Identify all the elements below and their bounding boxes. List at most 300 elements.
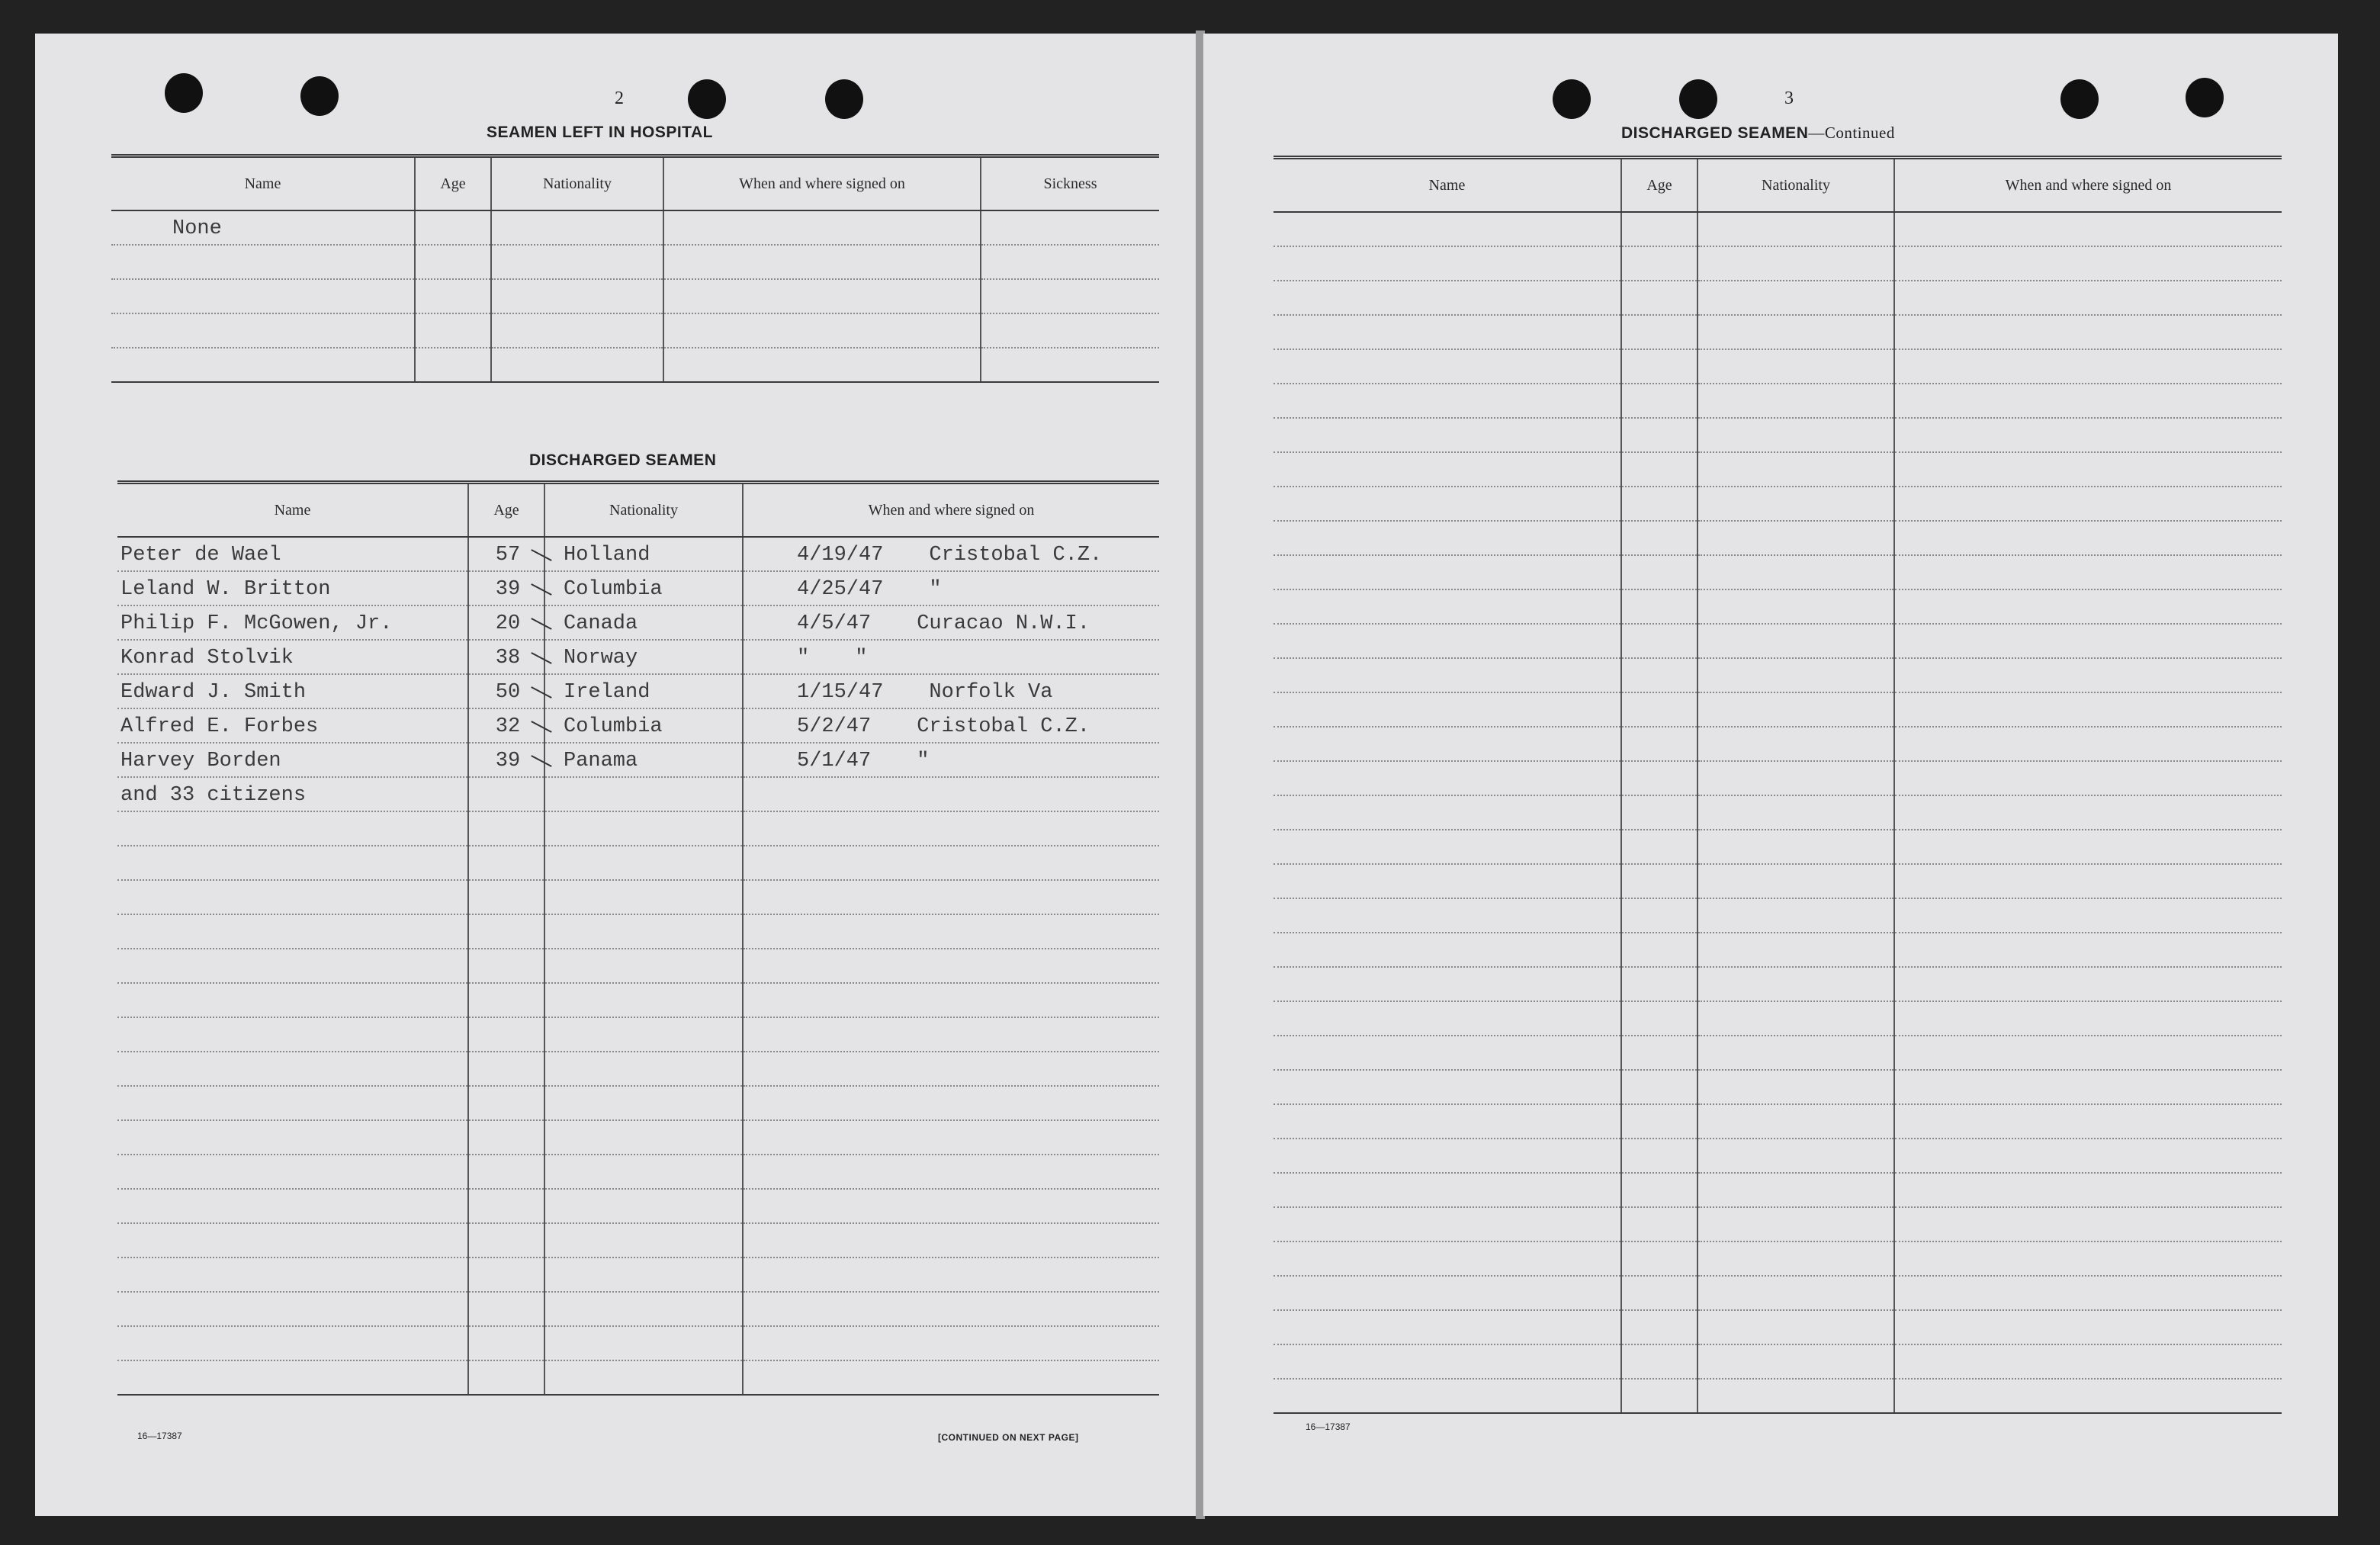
blank-cell: [1894, 624, 2282, 658]
seaman-age: 38: [468, 640, 544, 674]
blank-cell: [1697, 624, 1894, 658]
blank-cell: [1697, 452, 1894, 487]
table-row: [117, 708, 1159, 743]
blank-cell: [544, 914, 743, 949]
blank-cell: [1621, 589, 1697, 624]
blank-row: [1274, 658, 2282, 692]
blank-cell: [1697, 1344, 1894, 1379]
blank-cell: [1894, 212, 2282, 246]
blank-cell: [1621, 1241, 1697, 1276]
blank-cell: [1274, 1036, 1621, 1070]
blank-cell: [743, 1189, 1159, 1223]
seaman-nationality: [491, 279, 663, 313]
blank-cell: [117, 914, 468, 949]
signed-place: Curacao N.W.I.: [917, 612, 1090, 635]
blank-cell: [1697, 1036, 1894, 1070]
signed-on: [663, 210, 981, 245]
blank-cell: [743, 1223, 1159, 1258]
blank-row: [1274, 1036, 2282, 1070]
sickness: [981, 245, 1159, 279]
blank-cell: [1894, 521, 2282, 555]
blank-cell: [1697, 1207, 1894, 1241]
signed-on: [743, 537, 1159, 571]
blank-row: [1274, 418, 2282, 452]
blank-cell: [1894, 761, 2282, 795]
blank-cell: [1621, 1070, 1697, 1104]
hospital-header-row: [111, 156, 1159, 211]
blank-row: [1274, 315, 2282, 349]
blank-cell: [1621, 1344, 1697, 1379]
continued-title-suffix: —Continued: [1808, 124, 1895, 142]
column-header: Name: [117, 483, 468, 538]
continued-footer: [CONTINUED ON NEXT PAGE]: [938, 1432, 1079, 1443]
blank-cell: [544, 1120, 743, 1155]
blank-cell: [468, 949, 544, 983]
blank-row: [117, 846, 1159, 880]
signed-place: ": [855, 647, 868, 670]
blank-cell: [743, 880, 1159, 914]
blank-cell: [743, 1292, 1159, 1326]
blank-row: [117, 1360, 1159, 1395]
continued-body: [1274, 212, 2282, 1413]
seaman-age: [415, 245, 491, 279]
blank-cell: [1697, 1001, 1894, 1036]
seaman-age: [415, 279, 491, 313]
blank-cell: [1697, 384, 1894, 418]
signed-on: [663, 245, 981, 279]
signed-on: [743, 640, 1159, 674]
blank-cell: [1274, 1173, 1621, 1207]
blank-cell: [1274, 1241, 1621, 1276]
signed-place: ": [929, 578, 942, 601]
signed-on: [743, 708, 1159, 743]
blank-cell: [1274, 624, 1621, 658]
signed-date: 1/15/47: [797, 681, 884, 704]
blank-cell: [1274, 281, 1621, 315]
signed-date: ": [797, 647, 810, 670]
seaman-nationality: Ireland: [544, 674, 743, 708]
hospital-section-title: SEAMEN LEFT IN HOSPITAL: [487, 124, 713, 141]
blank-cell: [1697, 1310, 1894, 1344]
seaman-nationality: Norway: [544, 640, 743, 674]
blank-cell: [1274, 589, 1621, 624]
blank-cell: [1621, 898, 1697, 933]
blank-row: [1274, 281, 2282, 315]
blank-cell: [1274, 384, 1621, 418]
blank-cell: [544, 846, 743, 880]
seaman-nationality: Canada: [544, 605, 743, 640]
blank-cell: [1894, 1276, 2282, 1310]
blank-cell: [1697, 1379, 1894, 1413]
seaman-age: 32: [468, 708, 544, 743]
blank-row: [117, 983, 1159, 1017]
blank-row: [117, 1292, 1159, 1326]
blank-row: [1274, 212, 2282, 246]
signed-place: ": [917, 750, 930, 772]
blank-cell: [1894, 864, 2282, 898]
blank-cell: [544, 1155, 743, 1189]
blank-cell: [1274, 1344, 1621, 1379]
blank-cell: [544, 880, 743, 914]
blank-cell: [1697, 864, 1894, 898]
blank-cell: [1621, 658, 1697, 692]
blank-row: [1274, 555, 2282, 589]
blank-cell: [117, 1223, 468, 1258]
punch-hole: [1553, 79, 1591, 119]
blank-cell: [1697, 589, 1894, 624]
blank-cell: [1621, 1207, 1697, 1241]
blank-cell: [1274, 315, 1621, 349]
blank-cell: [117, 983, 468, 1017]
blank-cell: [1894, 315, 2282, 349]
page-number: 3: [1784, 88, 1794, 108]
seaman-nationality: Columbia: [544, 571, 743, 605]
blank-cell: [1621, 1104, 1697, 1139]
blank-cell: [743, 1360, 1159, 1395]
blank-row: [1274, 761, 2282, 795]
table-row: [117, 537, 1159, 571]
blank-cell: [1621, 418, 1697, 452]
page-number: 2: [615, 88, 624, 108]
blank-cell: [1894, 1379, 2282, 1413]
table-row: [117, 640, 1159, 674]
discharged-table: [117, 480, 1159, 1396]
blank-cell: [468, 811, 544, 846]
form-code: 16—17387: [1306, 1421, 1351, 1432]
seaman-name: [111, 279, 415, 313]
blank-cell: [1697, 521, 1894, 555]
blank-cell: [1621, 452, 1697, 487]
discharged-section-title: DISCHARGED SEAMEN: [529, 451, 717, 469]
blank-row: [1274, 830, 2282, 864]
blank-cell: [1274, 1207, 1621, 1241]
punch-hole: [825, 79, 863, 119]
seaman-age: 39: [468, 571, 544, 605]
blank-cell: [1274, 898, 1621, 933]
continued-section-title: [1621, 124, 1895, 143]
blank-row: [117, 949, 1159, 983]
column-header: Nationality: [491, 156, 663, 211]
signed-date: 5/1/47: [797, 750, 872, 772]
signed-on: [743, 674, 1159, 708]
blank-cell: [743, 949, 1159, 983]
blank-cell: [468, 846, 544, 880]
blank-cell: [1894, 1036, 2282, 1070]
blank-cell: [1621, 830, 1697, 864]
continued-title: DISCHARGED SEAMEN: [1621, 124, 1809, 142]
blank-row: [1274, 864, 2282, 898]
blank-cell: [544, 1258, 743, 1292]
column-header: When and where signed on: [1894, 158, 2282, 213]
blank-cell: [117, 880, 468, 914]
blank-cell: [1621, 315, 1697, 349]
blank-row: [117, 880, 1159, 914]
blank-cell: [1697, 692, 1894, 727]
blank-cell: [1621, 555, 1697, 589]
seaman-nationality: Panama: [544, 743, 743, 777]
blank-cell: [1274, 1276, 1621, 1310]
blank-cell: [1697, 727, 1894, 761]
blank-cell: [1894, 692, 2282, 727]
blank-cell: [117, 1017, 468, 1052]
blank-cell: [1274, 1070, 1621, 1104]
blank-row: [117, 1189, 1159, 1223]
hospital-body: [111, 210, 1159, 382]
blank-cell: [1274, 761, 1621, 795]
blank-row: [1274, 1379, 2282, 1413]
table-row: [111, 348, 1159, 382]
seaman-nationality: [544, 777, 743, 811]
table-row: [117, 571, 1159, 605]
blank-row: [117, 1086, 1159, 1120]
signed-on: [743, 743, 1159, 777]
column-header: Nationality: [544, 483, 743, 538]
blank-row: [117, 1258, 1159, 1292]
blank-cell: [468, 1189, 544, 1223]
signed-on: [743, 571, 1159, 605]
blank-cell: [1621, 1036, 1697, 1070]
seaman-age: [468, 777, 544, 811]
blank-row: [1274, 1276, 2282, 1310]
blank-row: [1274, 1104, 2282, 1139]
blank-cell: [743, 811, 1159, 846]
blank-row: [117, 1120, 1159, 1155]
seaman-age: 20: [468, 605, 544, 640]
blank-row: [117, 1223, 1159, 1258]
blank-row: [1274, 589, 2282, 624]
blank-cell: [1274, 487, 1621, 521]
form-code: 16—17387: [137, 1431, 182, 1441]
blank-cell: [1697, 281, 1894, 315]
blank-cell: [1894, 1241, 2282, 1276]
seaman-name: Harvey Borden: [117, 743, 468, 777]
blank-cell: [1697, 349, 1894, 384]
blank-cell: [1621, 281, 1697, 315]
blank-cell: [1894, 487, 2282, 521]
punch-hole: [300, 76, 339, 116]
blank-cell: [1894, 589, 2282, 624]
blank-cell: [1621, 384, 1697, 418]
blank-cell: [468, 1360, 544, 1395]
punch-hole: [2186, 78, 2224, 117]
blank-cell: [1894, 384, 2282, 418]
blank-cell: [1621, 349, 1697, 384]
blank-cell: [1894, 349, 2282, 384]
blank-cell: [1621, 864, 1697, 898]
signed-date: 4/19/47: [797, 544, 884, 567]
blank-cell: [117, 1258, 468, 1292]
blank-cell: [1894, 1001, 2282, 1036]
blank-cell: [1697, 933, 1894, 967]
blank-cell: [1894, 1139, 2282, 1173]
seaman-name: Edward J. Smith: [117, 674, 468, 708]
blank-cell: [117, 1189, 468, 1223]
blank-row: [1274, 967, 2282, 1001]
punch-hole: [1679, 79, 1717, 119]
blank-cell: [468, 1292, 544, 1326]
blank-cell: [1894, 1207, 2282, 1241]
table-row: [117, 743, 1159, 777]
blank-cell: [1894, 281, 2282, 315]
blank-row: [1274, 452, 2282, 487]
discharged-body: [117, 537, 1159, 1395]
blank-cell: [117, 1052, 468, 1086]
blank-cell: [1274, 967, 1621, 1001]
blank-cell: [1274, 1104, 1621, 1139]
blank-cell: [468, 1223, 544, 1258]
blank-cell: [743, 1326, 1159, 1360]
signed-place: Norfolk Va: [929, 681, 1053, 704]
blank-cell: [1697, 315, 1894, 349]
blank-cell: [1697, 658, 1894, 692]
punch-hole: [165, 73, 203, 113]
blank-cell: [117, 811, 468, 846]
blank-cell: [743, 914, 1159, 949]
blank-cell: [468, 1017, 544, 1052]
blank-cell: [1697, 1104, 1894, 1139]
blank-cell: [1894, 830, 2282, 864]
continued-header-row: [1274, 158, 2282, 213]
blank-cell: [1274, 933, 1621, 967]
blank-cell: [1274, 246, 1621, 281]
blank-cell: [1621, 624, 1697, 658]
blank-cell: [544, 1360, 743, 1395]
blank-cell: [1894, 795, 2282, 830]
blank-cell: [1697, 761, 1894, 795]
seaman-name: None: [111, 210, 415, 245]
blank-cell: [1621, 1173, 1697, 1207]
signed-place: Cristobal C.Z.: [929, 544, 1103, 567]
blank-cell: [117, 1086, 468, 1120]
blank-row: [1274, 1241, 2282, 1276]
sickness: [981, 279, 1159, 313]
seaman-name: Konrad Stolvik: [117, 640, 468, 674]
blank-cell: [1697, 967, 1894, 1001]
blank-cell: [1274, 830, 1621, 864]
signed-on: [663, 348, 981, 382]
blank-cell: [1697, 487, 1894, 521]
blank-cell: [1894, 658, 2282, 692]
blank-cell: [1894, 898, 2282, 933]
blank-row: [1274, 246, 2282, 281]
signed-on: [743, 605, 1159, 640]
discharged-header-row: [117, 483, 1159, 538]
seaman-age: [415, 210, 491, 245]
blank-cell: [1697, 212, 1894, 246]
blank-cell: [1621, 692, 1697, 727]
blank-cell: [1274, 555, 1621, 589]
blank-cell: [743, 1017, 1159, 1052]
blank-cell: [743, 846, 1159, 880]
signed-date: 4/25/47: [797, 578, 884, 601]
sickness: [981, 210, 1159, 245]
seaman-name: [111, 245, 415, 279]
blank-cell: [1621, 521, 1697, 555]
blank-cell: [468, 1120, 544, 1155]
blank-cell: [1894, 1310, 2282, 1344]
signed-date: 5/2/47: [797, 715, 872, 738]
blank-row: [117, 1052, 1159, 1086]
blank-cell: [1274, 1310, 1621, 1344]
blank-row: [1274, 692, 2282, 727]
blank-cell: [544, 983, 743, 1017]
blank-cell: [743, 1052, 1159, 1086]
blank-cell: [1697, 246, 1894, 281]
column-header: Age: [1621, 158, 1697, 213]
blank-cell: [743, 1258, 1159, 1292]
blank-cell: [544, 811, 743, 846]
seaman-age: 57: [468, 537, 544, 571]
table-row: [111, 245, 1159, 279]
blank-cell: [1621, 1276, 1697, 1310]
hospital-table: [111, 154, 1159, 383]
blank-row: [1274, 1310, 2282, 1344]
blank-cell: [1621, 1310, 1697, 1344]
seaman-name: Philip F. McGowen, Jr.: [117, 605, 468, 640]
seaman-age: 50: [468, 674, 544, 708]
blank-cell: [1621, 1139, 1697, 1173]
blank-cell: [1697, 1241, 1894, 1276]
seaman-name: Peter de Wael: [117, 537, 468, 571]
blank-cell: [544, 1052, 743, 1086]
blank-cell: [1274, 1001, 1621, 1036]
table-row: [111, 313, 1159, 348]
blank-cell: [1621, 212, 1697, 246]
blank-cell: [468, 983, 544, 1017]
column-header: Name: [111, 156, 415, 211]
blank-cell: [1697, 1276, 1894, 1310]
blank-row: [1274, 1139, 2282, 1173]
punch-hole: [2060, 79, 2099, 119]
seaman-name: Alfred E. Forbes: [117, 708, 468, 743]
blank-cell: [544, 1292, 743, 1326]
blank-cell: [117, 1326, 468, 1360]
blank-row: [1274, 349, 2282, 384]
seaman-nationality: [491, 210, 663, 245]
seaman-age: [415, 348, 491, 382]
blank-cell: [1621, 246, 1697, 281]
blank-cell: [544, 1223, 743, 1258]
signed-on: [663, 313, 981, 348]
column-header: When and where signed on: [743, 483, 1159, 538]
blank-cell: [468, 1086, 544, 1120]
blank-cell: [117, 1120, 468, 1155]
seaman-name: Leland W. Britton: [117, 571, 468, 605]
signed-on: [663, 279, 981, 313]
blank-cell: [544, 1189, 743, 1223]
blank-row: [117, 811, 1159, 846]
blank-cell: [544, 1086, 743, 1120]
column-header: Name: [1274, 158, 1621, 213]
blank-cell: [1697, 1173, 1894, 1207]
table-row: [117, 777, 1159, 811]
blank-row: [1274, 624, 2282, 658]
blank-cell: [1894, 555, 2282, 589]
blank-cell: [1894, 967, 2282, 1001]
seaman-nationality: [491, 245, 663, 279]
punch-hole: [688, 79, 726, 119]
blank-cell: [1697, 1139, 1894, 1173]
sickness: [981, 348, 1159, 382]
blank-cell: [117, 846, 468, 880]
blank-row: [1274, 487, 2282, 521]
blank-cell: [117, 1155, 468, 1189]
right-page: [1203, 34, 2338, 1516]
signed-on: [743, 777, 1159, 811]
blank-cell: [1621, 795, 1697, 830]
signed-date: 4/5/47: [797, 612, 872, 635]
blank-cell: [1274, 1139, 1621, 1173]
